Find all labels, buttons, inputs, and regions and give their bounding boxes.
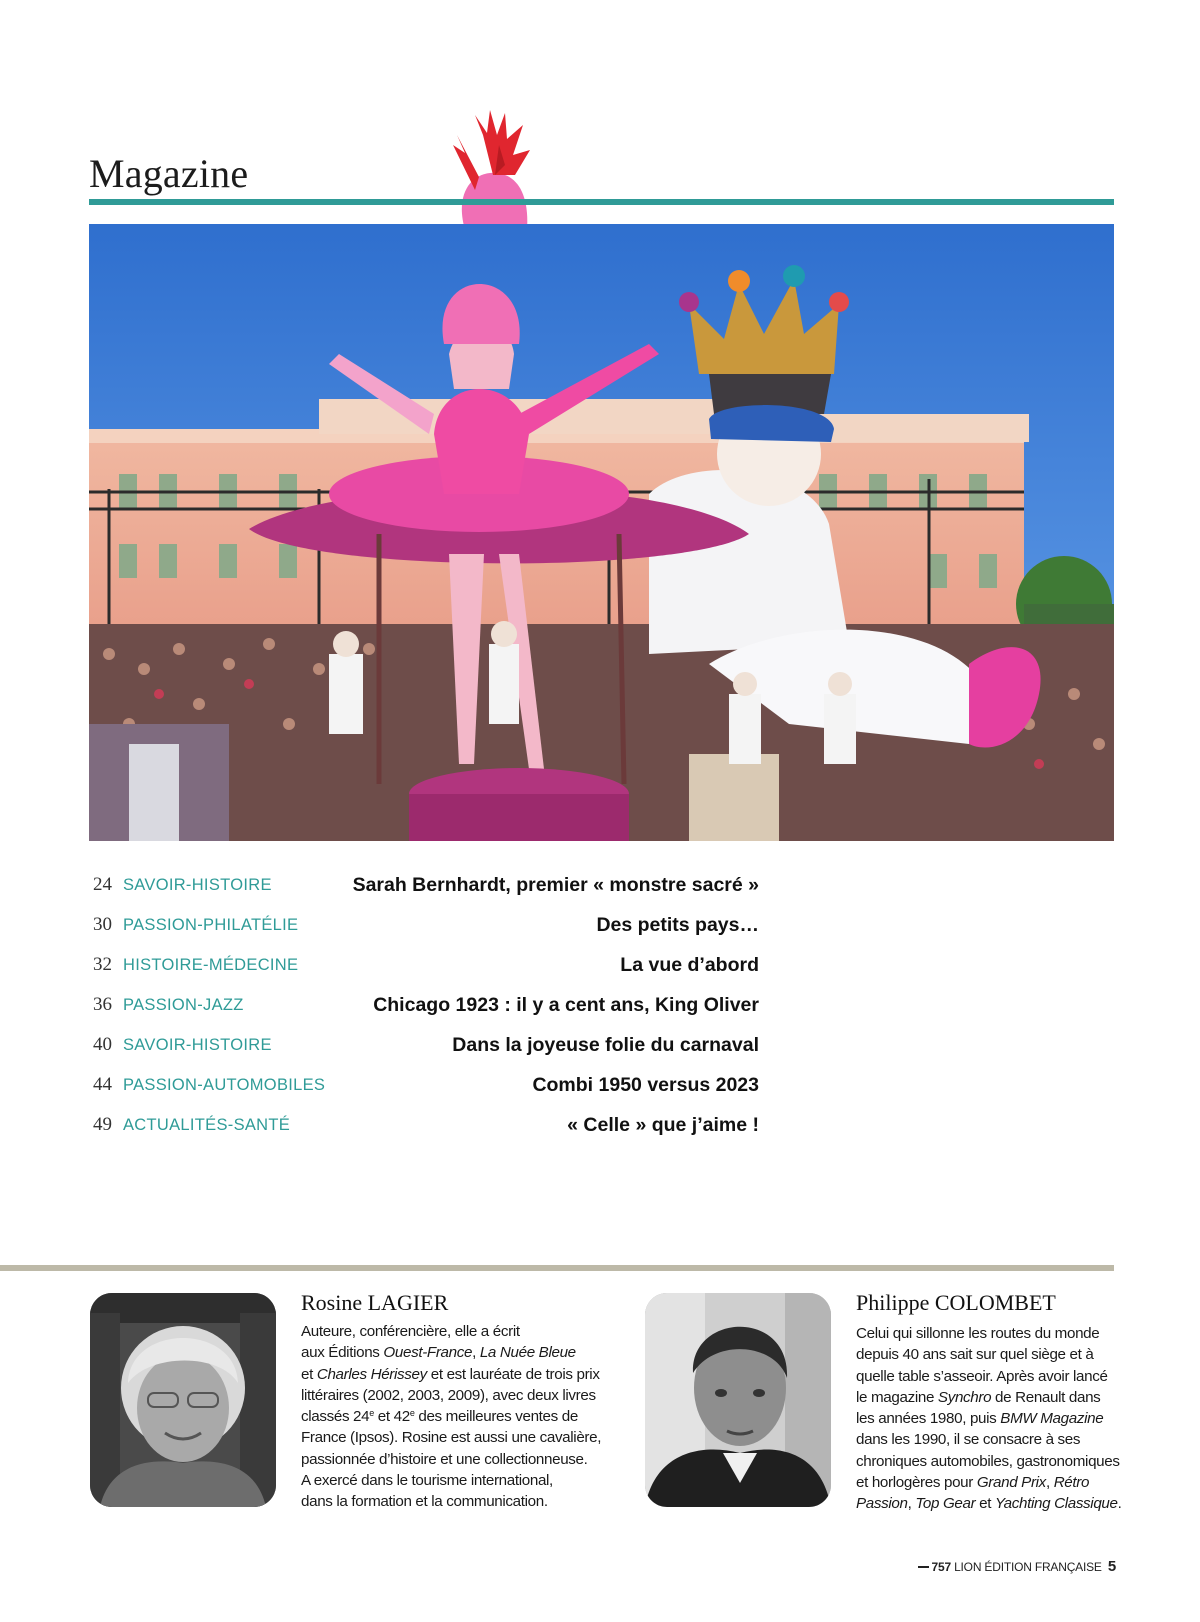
contributor-name: Philippe COLOMBET — [856, 1290, 1056, 1315]
contributor-portrait-rosine — [90, 1293, 276, 1507]
hero-photo — [89, 224, 1114, 841]
toc-category: PASSION-PHILATÉLIE — [123, 916, 299, 934]
page-footer — [918, 1558, 1116, 1575]
toc-page-number: 32 — [93, 954, 112, 975]
toc-title: La vue d’abord — [620, 954, 759, 976]
toc-title: Dans la joyeuse folie du carnaval — [452, 1034, 759, 1056]
toc-category: HISTOIRE-MÉDECINE — [123, 956, 299, 974]
section-title: Magazine — [89, 151, 249, 196]
toc-page-number: 44 — [93, 1074, 112, 1095]
toc-title: Combi 1950 versus 2023 — [532, 1074, 759, 1096]
toc-entry[interactable] — [89, 950, 759, 990]
issue-number: 757 — [931, 1560, 951, 1574]
contributor-portrait-philippe — [645, 1293, 831, 1507]
toc-category: ACTUALITÉS-SANTÉ — [123, 1116, 291, 1134]
edition-label: LION ÉDITION FRANÇAISE — [954, 1560, 1102, 1574]
toc-entry[interactable] — [89, 990, 759, 1030]
contributor-bio: Auteure, conférencière, elle a écrit aux Éditions Ouest-France, La Nuée Bleue et Charles Hérissey et est lauréate de trois prix littéraires (2002, 2003, 2009), avec deux livres classés 24e et 42e des meilleures ventes de France (Ipsos). Rosine est aussi une cavalière, passionnée d’histoire et une collectionneuse. A exercé dans le tourisme international, dans la formation et la communication. — [301, 1323, 602, 1511]
toc-entry[interactable] — [89, 1030, 759, 1070]
toc-entry[interactable] — [89, 870, 759, 910]
toc-entry[interactable] — [89, 1110, 759, 1150]
page-number: 5 — [1107, 1558, 1116, 1575]
toc-category: PASSION-AUTOMOBILES — [123, 1076, 326, 1094]
toc-page-number: 36 — [93, 994, 112, 1015]
footer-dash — [918, 1566, 929, 1568]
toc-entry[interactable] — [89, 1070, 759, 1110]
section-rule — [89, 199, 1114, 205]
toc-category: SAVOIR-HISTOIRE — [123, 876, 272, 894]
toc-entry[interactable] — [89, 910, 759, 950]
toc-category: SAVOIR-HISTOIRE — [123, 1036, 272, 1054]
toc-category: PASSION-JAZZ — [123, 996, 244, 1014]
toc-title: Sarah Bernhardt, premier « monstre sacré » — [352, 874, 759, 896]
table-of-contents — [89, 870, 759, 1150]
toc-title: « Celle » que j’aime ! — [567, 1114, 759, 1136]
contributor-name: Rosine LAGIER — [301, 1290, 449, 1315]
toc-page-number: 30 — [93, 914, 112, 935]
contributor-bio: Celui qui sillonne les routes du monde depuis 40 ans sait sur quel siège et à quelle table s’asseoir. Après avoir lancé le magazine Synchro de Renault dans les années 1980, puis BMW Magazine dans les 1990, il se consacre à ses chroniques automobiles, gastronomiques et horlogères pour Grand Prix, Rétro Passion, Top Gear et Yachting Classique. — [856, 1325, 1122, 1513]
toc-title: Des petits pays… — [596, 914, 759, 936]
toc-page-number: 40 — [93, 1034, 112, 1055]
contributors-rule — [0, 1265, 1114, 1271]
toc-title: Chicago 1923 : il y a cent ans, King Oliver — [373, 994, 759, 1016]
toc-page-number: 49 — [93, 1114, 112, 1135]
headdress-overlap — [435, 105, 555, 230]
toc-page-number: 24 — [93, 874, 112, 895]
